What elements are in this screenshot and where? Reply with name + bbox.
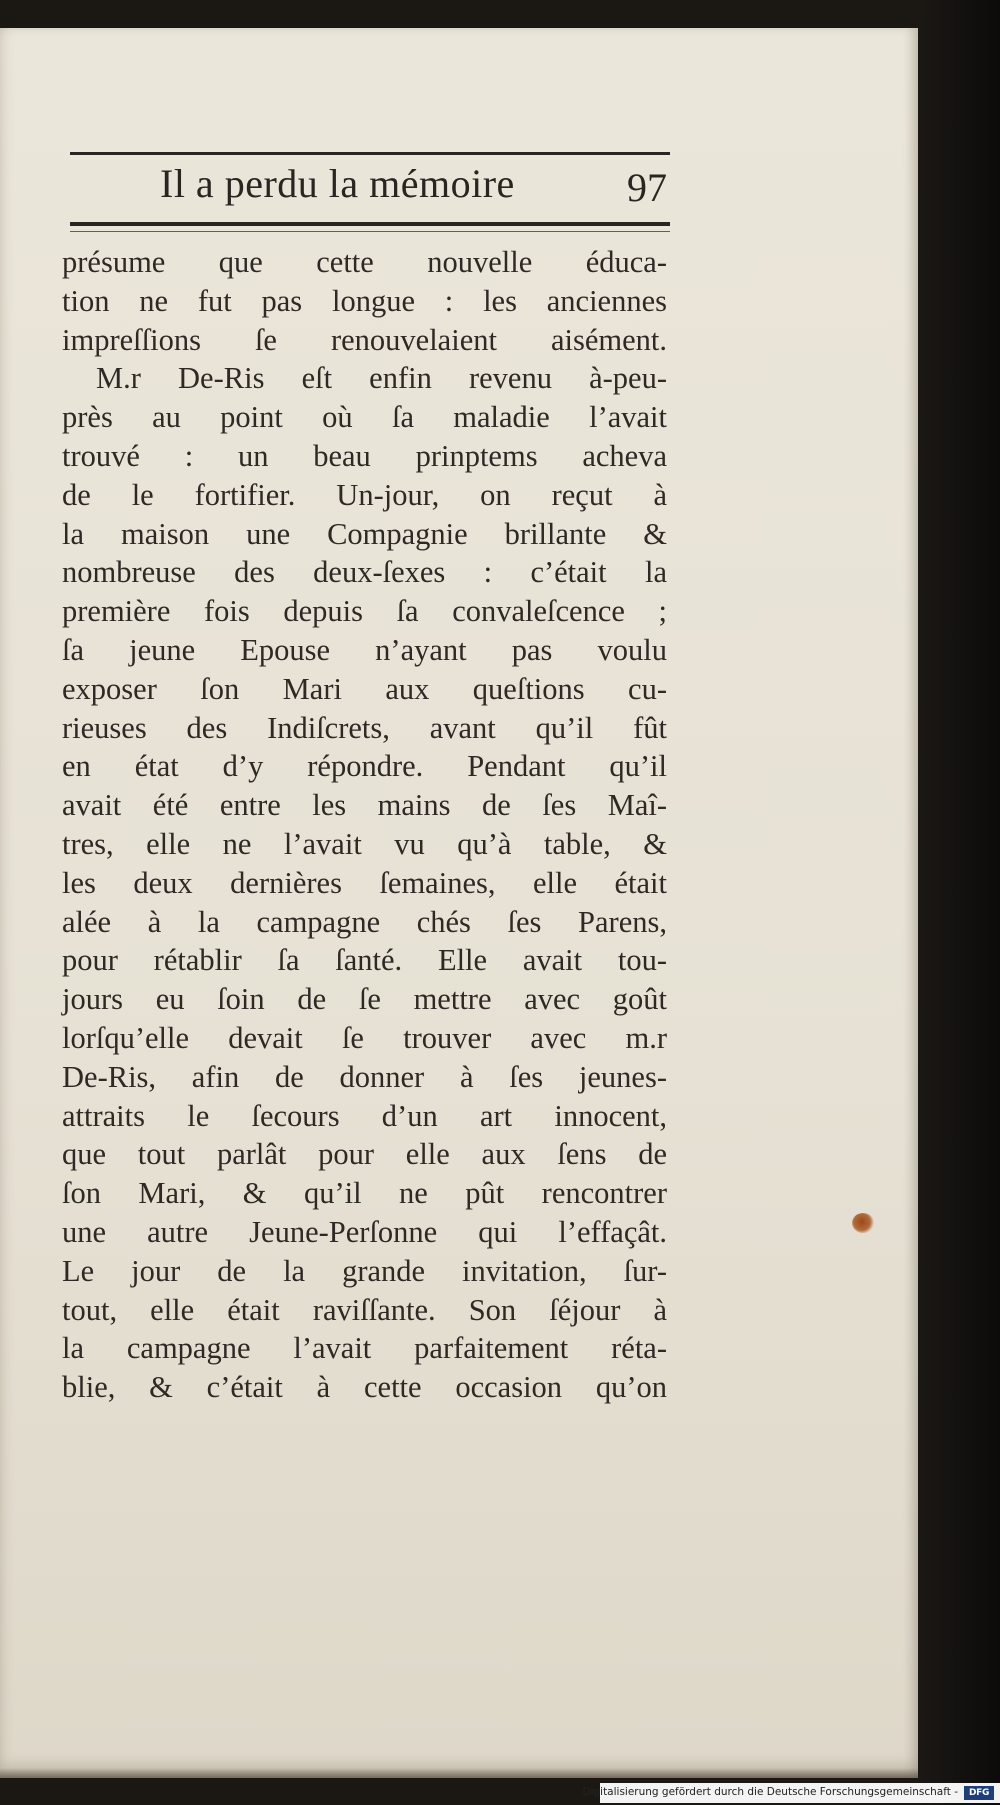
text-line: nombreuse des deux-ſexes : c’était la [62, 555, 667, 590]
page-edge-shadow [0, 1768, 918, 1778]
text-line: la maison une Compagnie brillante & [62, 516, 667, 551]
text-line: les deux dernières ſemaines, elle était [62, 865, 667, 900]
text-line: tres, elle ne l’avait vu qu’à table, & [62, 826, 667, 861]
text-line: blie, & c’était à cette occasion qu’on [62, 1370, 667, 1405]
book-page [0, 28, 918, 1778]
footer-credit-text: Digitalisierung gefördert durch die Deutsche Forschungsgemeinschaft - [582, 1786, 958, 1798]
body-text [62, 243, 667, 1407]
text-line: une autre Jeune-Perſonne qui l’effaçât. [62, 1214, 667, 1249]
header-rule-top [70, 152, 670, 155]
text-line: ſa jeune Epouse n’ayant pas voulu [62, 632, 667, 667]
text-line: tion ne fut pas longue : les anciennes [62, 283, 667, 318]
text-line: pour rétablir ſa ſanté. Elle avait tou- [62, 943, 667, 978]
text-line: présume que cette nouvelle éduca- [62, 245, 667, 279]
digitization-footer [582, 1783, 1000, 1803]
text-line: jours eu ſoin de ſe mettre avec goût [62, 982, 667, 1017]
text-line: impreſſions ſe renouvelaient aisément. [62, 322, 667, 357]
header-rule-bottom-thin [70, 231, 670, 232]
text-line: attraits le ſecours d’un art innocent, [62, 1098, 667, 1133]
running-head [160, 158, 675, 218]
text-line: alée à la campagne chés ſes Parens, [62, 904, 667, 939]
text-line: trouvé : un beau prinptems acheva [62, 438, 667, 473]
header-rule-bottom [70, 222, 670, 226]
text-line: en état d’y répondre. Pendant qu’il [62, 749, 667, 784]
page-number: 97 [627, 165, 667, 210]
text-line: que tout parlât pour elle aux ſens de [62, 1137, 667, 1172]
text-line: M.r De-Ris eſt enfin revenu à-peu- [96, 361, 667, 396]
text-line: première fois depuis ſa convaleſcence ; [62, 594, 667, 629]
text-line: avait été entre les mains de ſes Maî- [62, 788, 667, 823]
text-line: ſon Mari, & qu’il ne pût rencontrer [62, 1176, 667, 1211]
text-line: la campagne l’avait parfaitement réta- [62, 1331, 667, 1366]
text-line: lorſqu’elle devait ſe trouver avec m.r [62, 1020, 667, 1055]
running-title: Il a perdu la mémoire [160, 161, 515, 206]
text-line: de le fortifier. Un-jour, on reçut à [62, 477, 667, 512]
text-line: Le jour de la grande invitation, ſur- [62, 1253, 667, 1288]
text-line: près au point où ſa maladie l’avait [62, 400, 667, 435]
text-line: rieuses des Indiſcrets, avant qu’il fût [62, 710, 667, 745]
text-line: exposer ſon Mari aux queſtions cu- [62, 671, 667, 706]
text-line: tout, elle était raviſſante. Son ſéjour à [62, 1292, 667, 1327]
paper-stain [852, 1213, 874, 1233]
dfg-logo: DFG [964, 1786, 994, 1800]
text-line: De-Ris, afin de donner à ſes jeunes- [62, 1059, 667, 1094]
